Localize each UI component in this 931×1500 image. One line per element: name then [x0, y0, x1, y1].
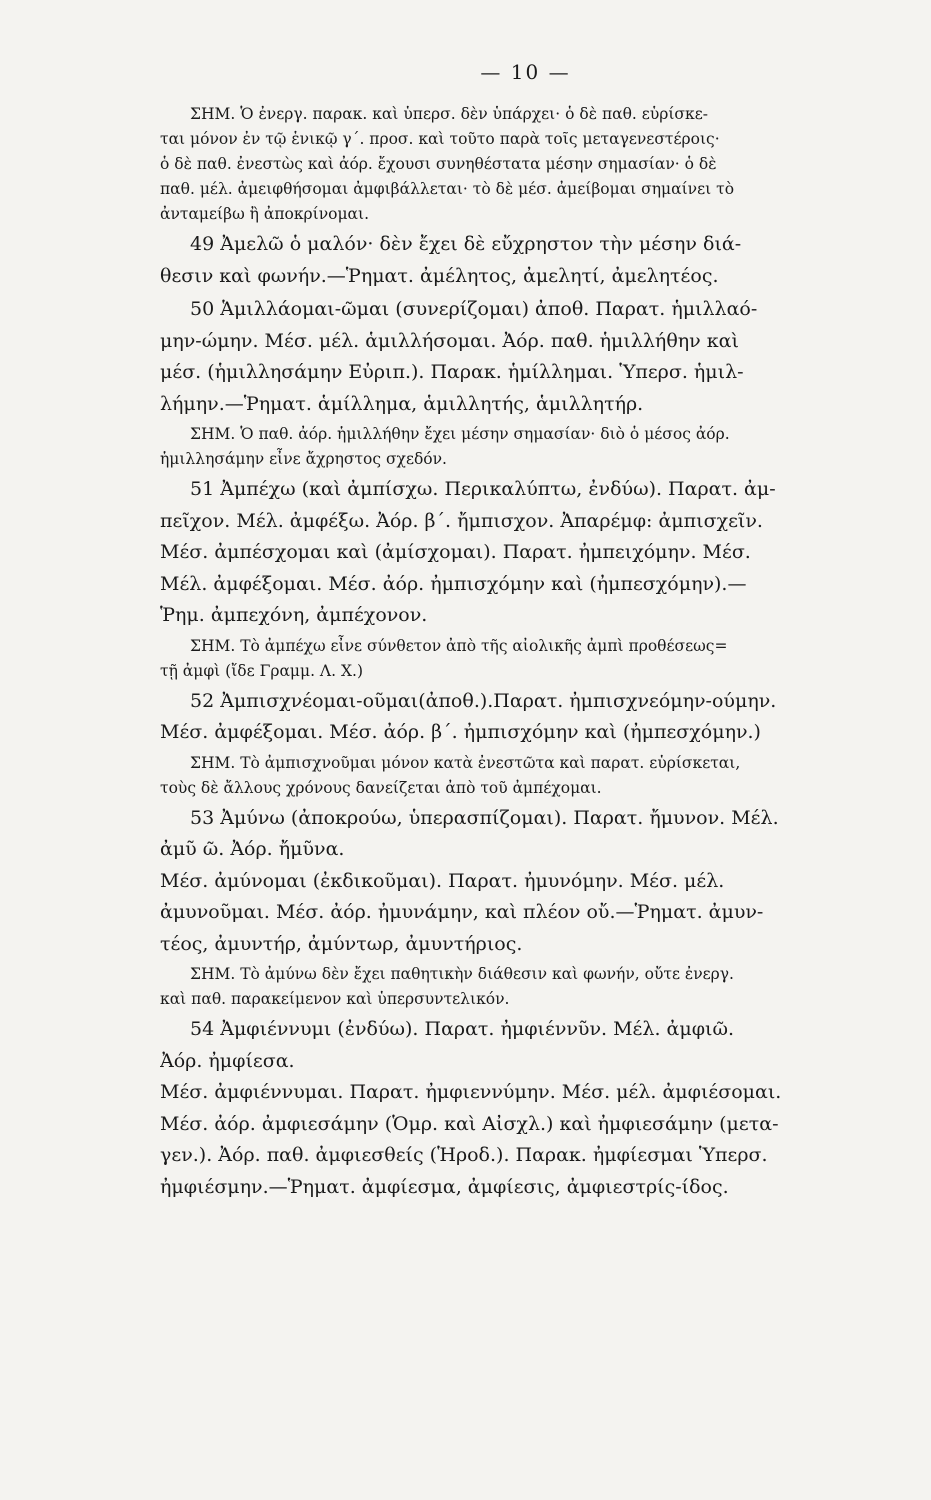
text-line: 49 Ἀμελῶ ὁ μαλόν· δὲν ἔχει δὲ εὔχρηστον τὴν μέσην διά- — [190, 233, 742, 255]
text-line: τοὺς δὲ ἄλλους χρόνους δανείζεται ἀπὸ τοῦ ἀμπέχομαι. — [160, 778, 602, 797]
text-line: τέος, ἀμυντήρ, ἀμύντωρ, ἀμυντήριος. — [160, 932, 523, 955]
text-line: πεῖχον. Μέλ. ἀμφέξω. Ἀόρ. β΄. ἤμπισχον. Ἀπαρέμφ: ἀμπισχεῖν. — [160, 509, 763, 532]
page-number: — 10 — — [480, 60, 571, 84]
text-line: ΣΗΜ. Τὸ ἀμπέχω εἶνε σύνθετον ἀπὸ τῆς αἰολικῆς ἀμπὶ προθέσεως= — [190, 636, 728, 655]
text-line: Μέσ. ἀμύνομαι (ἐκδικοῦμαι). Παρατ. ἠμυνόμην. Μέσ. μέλ. — [160, 869, 725, 892]
note-paragraph — [160, 102, 851, 227]
text-line: Μέσ. ἀμφιέννυμαι. Παρατ. ἠμφιεννύμην. Μέσ. μέλ. ἀμφιέσομαι. — [160, 1081, 782, 1103]
text-line: Μέλ. ἀμφέξομαι. Μέσ. ἀόρ. ἠμπισχόμην καὶ (ἠμπεσχόμην).— — [160, 572, 747, 595]
text-line: τῇ ἀμφὶ (ἴδε Γραμμ. Λ. Χ.) — [160, 661, 363, 680]
text-line: ἡμιλλησάμην εἶνε ἄχρηστος σχεδόν. — [160, 450, 447, 468]
text-line: ΣΗΜ. Τὸ ἀμπισχνοῦμαι μόνον κατὰ ἐνεστῶτα καὶ παρατ. εὑρίσκεται, — [190, 753, 741, 772]
text-line: Μέσ. ἀμφέξομαι. Μέσ. ἀόρ. β΄. ἠμπισχόμην καὶ (ἠμπεσχόμην.) — [160, 721, 761, 743]
text-line: ὁ δὲ παθ. ἐνεστὼς καὶ ἀόρ. ἔχουσι συνηθέστατα μέσην σημασίαν· ὁ δὲ — [160, 155, 717, 173]
text-line: Ῥημ. ἀμπεχόνη, ἀμπέχονον. — [160, 604, 428, 626]
text-line: ται μόνον ἐν τῷ ἑνικῷ γ΄. προσ. καὶ τοῦτο παρὰ τοῖς μεταγενεστέροις· — [160, 130, 720, 148]
text-line: γεν.). Ἀόρ. παθ. ἀμφιεσθείς (Ἡροδ.). Παρακ. ἠμφίεσμαι Ὑπερσ. — [160, 1144, 768, 1166]
text-line: λήμην.—Ῥηματ. ἁμίλλημα, ἁμιλλητής, ἁμιλλητήρ. — [160, 392, 644, 415]
text-line: 51 Ἀμπέχω (καὶ ἀμπίσχω. Περικαλύπτω, ἐνδύω). Παρατ. ἀμ- — [190, 478, 776, 500]
text-line: Ἀόρ. ἠμφίεσα. — [160, 1049, 295, 1072]
text-line: Μέσ. ἀμπέσχομαι καὶ (ἀμίσχομαι). Παρατ. ἠμπειχόμην. Μέσ. — [160, 541, 751, 563]
page-content — [160, 102, 851, 1203]
verb-entry — [160, 1014, 851, 1203]
text-line: θεσιν καὶ φωνήν.—Ῥηματ. ἀμέλητος, ἀμελητί, ἀμελητέος. — [160, 264, 719, 287]
verb-entry — [160, 474, 851, 632]
text-line: Μέσ. ἀόρ. ἀμφιεσάμην (Ὁμρ. καὶ Αἰσχλ.) καὶ ἠμφιεσάμην (μετα- — [160, 1112, 779, 1135]
verb-entry — [160, 294, 851, 420]
text-line: παθ. μέλ. ἀμειφθήσομαι ἀμφιβάλλεται· τὸ δὲ μέσ. ἀμείβομαι σημαίνει τὸ — [160, 180, 735, 198]
text-line: ἀνταμείβω ἢ ἀποκρίνομαι. — [160, 205, 370, 223]
text-line: 53 Ἀμύνω (ἀποκρούω, ὑπερασπίζομαι). Παρατ. ἤμυνον. Μέλ. — [190, 806, 779, 829]
text-line: ΣΗΜ. Ὁ ἐνεργ. παρακ. καὶ ὑπερσ. δὲν ὑπάρχει· ὁ δὲ παθ. εὑρίσκε- — [190, 105, 708, 123]
text-line: ἀμυνοῦμαι. Μέσ. ἀόρ. ἠμυνάμην, καὶ πλέον οὔ.—Ῥηματ. ἀμυν- — [160, 901, 764, 923]
text-line: 54 Ἀμφιέννυμι (ἐνδύω). Παρατ. ἠμφιέννῦν. Μέλ. ἀμφιῶ. — [190, 1018, 734, 1040]
text-line: μην-ώμην. Μέσ. μέλ. ἁμιλλήσομαι. Ἀόρ. παθ. ἡμιλλήθην καὶ — [160, 329, 739, 352]
text-line: 50 Ἁμιλλάομαι-ῶμαι (συνερίζομαι) ἀποθ. Παρατ. ἡμιλλαό- — [190, 298, 758, 320]
note-paragraph — [160, 634, 851, 684]
text-line: καὶ παθ. παρακείμενον καὶ ὑπερσυντελικόν. — [160, 990, 510, 1008]
text-line: ἠμφιέσμην.—Ῥηματ. ἀμφίεσμα, ἀμφίεσις, ἀμφιεστρίς-ίδος. — [160, 1175, 729, 1198]
verb-entry — [160, 229, 851, 292]
text-line: 52 Ἀμπισχνέομαι-οῦμαι(ἀποθ.).Παρατ. ἠμπισχνεόμην-ούμην. — [190, 689, 777, 712]
verb-entry — [160, 686, 851, 749]
text-line: ΣΗΜ. Ὁ παθ. ἀόρ. ἡμιλλήθην ἔχει μέσην σημασίαν· διὸ ὁ μέσος ἀόρ. — [190, 425, 730, 443]
note-paragraph — [160, 962, 851, 1012]
text-line: μέσ. (ἡμιλλησάμην Εὐριπ.). Παρακ. ἡμίλλημαι. Ὑπερσ. ἡμιλ- — [160, 361, 744, 383]
note-paragraph — [160, 751, 851, 801]
note-paragraph — [160, 422, 851, 472]
text-line: ἀμῦ ῶ. Ἀόρ. ἤμῦνα. — [160, 838, 345, 860]
verb-entry — [160, 803, 851, 961]
text-line: ΣΗΜ. Τὸ ἀμύνω δὲν ἔχει παθητικὴν διάθεσιν καὶ φωνήν, οὔτε ἐνεργ. — [190, 965, 734, 983]
